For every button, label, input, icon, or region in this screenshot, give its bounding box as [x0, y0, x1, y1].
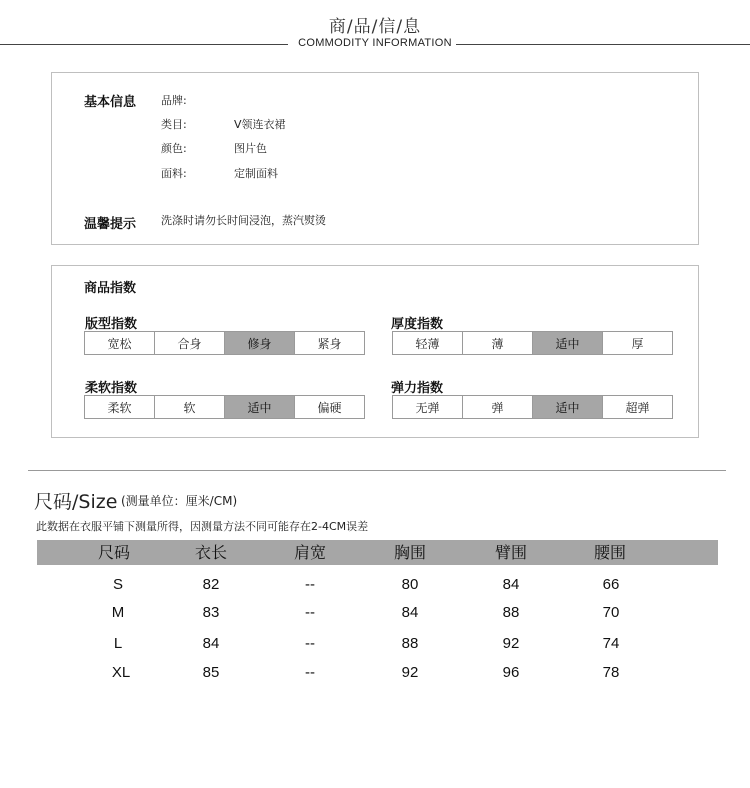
table-cell: 66: [602, 576, 620, 593]
table-cell: 70: [602, 604, 620, 621]
header-divider-right: [456, 44, 750, 45]
table-row: [0, 604, 750, 624]
table-cell: 82: [202, 576, 220, 593]
fabric-value: 定制面料: [234, 167, 278, 180]
elasticity-index-scale: [392, 395, 673, 419]
table-cell: 92: [502, 635, 520, 652]
header-cell-arm: 臂围: [494, 543, 527, 562]
fit-option: 合身: [155, 332, 225, 354]
softness-index-scale: [84, 395, 365, 419]
thickness-index-scale: [392, 331, 673, 355]
elasticity-option: 适中: [533, 396, 603, 418]
table-cell: M: [111, 604, 125, 621]
table-cell: 85: [202, 664, 220, 681]
color-key: 颜色:: [161, 142, 187, 155]
measurement-note: 此数据在衣服平铺下测量所得，因测量方法不同可能存在2-4CM误差: [36, 520, 369, 533]
thickness-option: 薄: [463, 332, 533, 354]
table-cell: 88: [401, 635, 419, 652]
color-value: 图片色: [234, 142, 267, 155]
basic-info-label: 基本信息: [84, 95, 137, 110]
thickness-option: 适中: [533, 332, 603, 354]
softness-option: 柔软: [85, 396, 155, 418]
table-cell: 78: [602, 664, 620, 681]
elasticity-option: 弹: [463, 396, 533, 418]
category-value: V领连衣裙: [234, 118, 286, 131]
table-cell: --: [305, 664, 315, 681]
table-row: [0, 635, 750, 655]
table-cell: 96: [502, 664, 520, 681]
fabric-key: 面料:: [161, 167, 187, 180]
fit-index-scale: [84, 331, 365, 355]
table-row: [0, 664, 750, 684]
table-cell: XL: [111, 664, 131, 681]
table-cell: 88: [502, 604, 520, 621]
size-title: 尺码/Size: [34, 491, 118, 513]
table-cell: --: [305, 635, 315, 652]
table-cell: 84: [202, 635, 220, 652]
basic-info-box: [51, 72, 699, 245]
elasticity-option: 超弹: [625, 400, 650, 415]
fit-option: 宽松: [85, 332, 155, 354]
softness-option: 软: [155, 396, 225, 418]
tip-text: 洗涤时请勿长时间浸泡，蒸汽熨烫: [161, 214, 326, 227]
fit-option: 修身: [225, 332, 295, 354]
page-title: 商/品/信/息: [328, 17, 422, 37]
thickness-option: 轻薄: [393, 332, 463, 354]
header-cell-chest: 胸围: [393, 543, 426, 562]
brand-key: 品牌:: [161, 94, 187, 107]
section-divider: [28, 470, 726, 471]
table-cell: 92: [401, 664, 419, 681]
tip-label: 温馨提示: [84, 217, 137, 232]
category-key: 类目:: [161, 118, 187, 131]
table-cell: 84: [502, 576, 520, 593]
size-unit: (测量单位：厘米/CM): [121, 494, 238, 508]
elasticity-index-label: 弹力指数: [391, 381, 444, 396]
table-cell: 74: [602, 635, 620, 652]
header-cell-shoulder: 肩宽: [293, 543, 326, 562]
product-index-title: 商品指数: [84, 281, 137, 296]
table-cell: 84: [401, 604, 419, 621]
table-cell: 80: [401, 576, 419, 593]
softness-option: 适中: [225, 396, 295, 418]
header-cell-size: 尺码: [97, 543, 130, 562]
table-cell: --: [305, 576, 315, 593]
header-cell-length: 衣长: [194, 543, 227, 562]
header-cell-waist: 腰围: [593, 543, 626, 562]
size-table-header: [37, 540, 718, 565]
softness-index-label: 柔软指数: [85, 381, 138, 396]
table-cell: S: [112, 576, 123, 593]
table-row: [0, 576, 750, 596]
thickness-index-label: 厚度指数: [391, 317, 444, 332]
fit-index-label: 版型指数: [85, 317, 138, 332]
table-cell: L: [113, 635, 123, 652]
fit-option: 紧身: [317, 336, 342, 351]
thickness-option: 厚: [631, 336, 644, 351]
elasticity-option: 无弹: [393, 396, 463, 418]
table-cell: 83: [202, 604, 220, 621]
table-cell: --: [305, 604, 315, 621]
page-subtitle: COMMODITY INFORMATION: [298, 37, 452, 49]
softness-option: 偏硬: [317, 400, 342, 415]
header-divider-left: [0, 44, 288, 45]
